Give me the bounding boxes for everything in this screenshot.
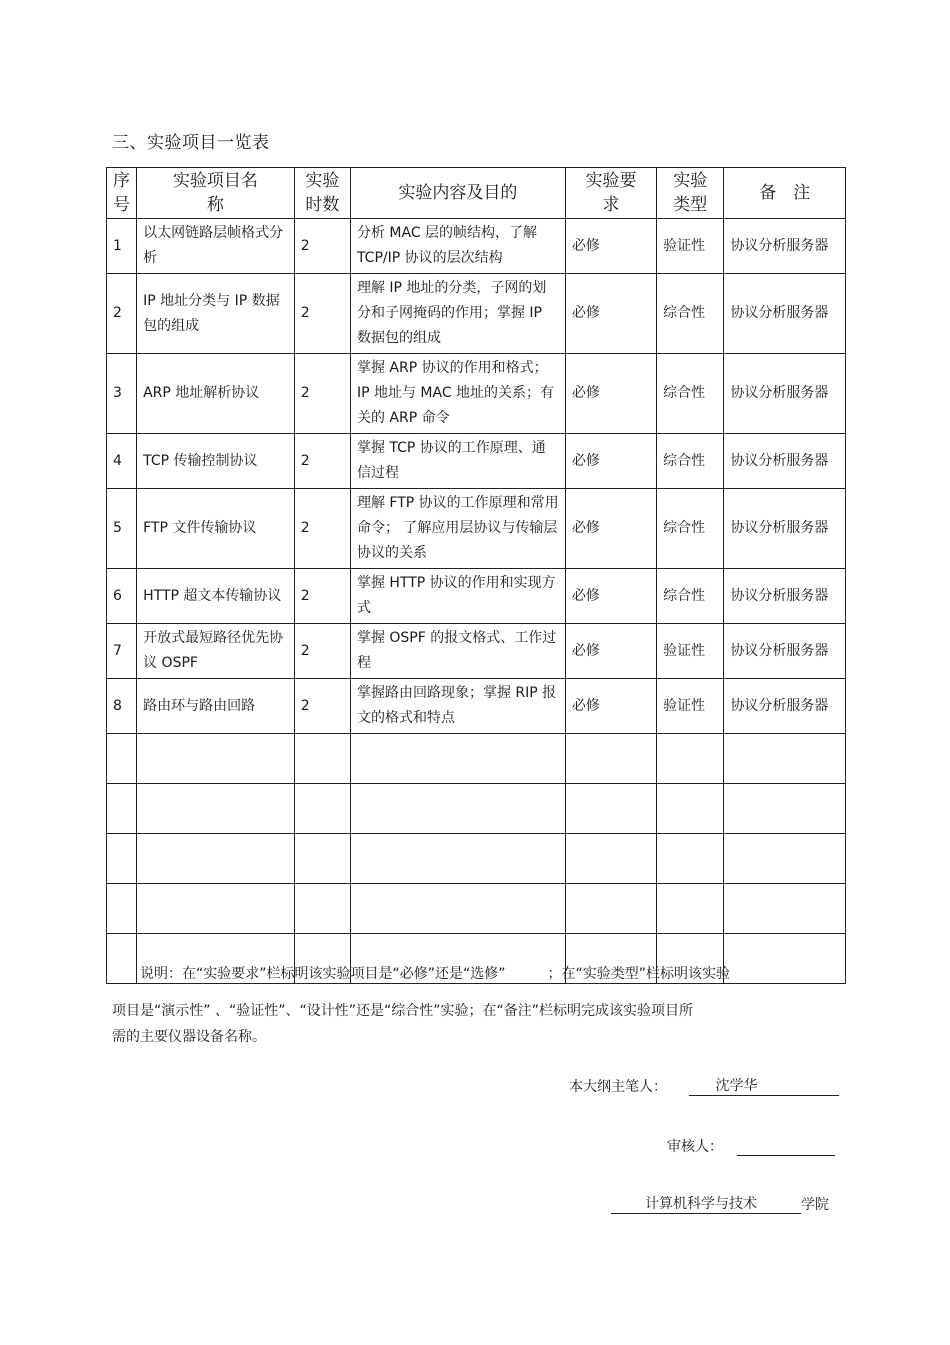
college-line — [611, 1195, 801, 1214]
cell-no: 7 — [107, 624, 137, 679]
college-suffix: 学院 — [801, 1197, 829, 1213]
cell-name: TCP 传输控制协议 — [137, 434, 295, 489]
cell-type: 综合性 — [657, 354, 724, 434]
college-name: 计算机科学与技术 — [645, 1196, 757, 1212]
header-hours: 实验时数 — [294, 168, 350, 219]
author-signature — [569, 1076, 839, 1096]
empty-cell — [565, 834, 656, 884]
author-label: 本大纲主笔人： — [569, 1079, 667, 1095]
cell-requirement: 必修 — [565, 624, 656, 679]
table-row — [107, 624, 846, 679]
empty-row — [107, 784, 846, 834]
cell-hours: 2 — [294, 354, 350, 434]
header-content: 实验内容及目的 — [350, 168, 565, 219]
table-row — [107, 434, 846, 489]
cell-content: 理解 FTP 协议的工作原理和常用命令； 了解应用层协议与传输层协议的关系 — [350, 489, 565, 569]
empty-cell — [350, 834, 565, 884]
empty-row — [107, 734, 846, 784]
header-no: 序号 — [107, 168, 137, 219]
empty-cell — [294, 734, 350, 784]
empty-cell — [294, 884, 350, 934]
reviewer-signature — [667, 1136, 835, 1156]
cell-hours: 2 — [294, 569, 350, 624]
table-row — [107, 274, 846, 354]
cell-name: HTTP 超文本传输协议 — [137, 569, 295, 624]
empty-cell — [657, 734, 724, 784]
cell-note: 协议分析服务器 — [724, 569, 846, 624]
cell-type: 综合性 — [657, 489, 724, 569]
cell-type: 验证性 — [657, 624, 724, 679]
empty-row — [107, 834, 846, 884]
table-row — [107, 569, 846, 624]
cell-content: 掌握 ARP 协议的作用和格式；IP 地址与 MAC 地址的关系；有关的 ARP 命令 — [350, 354, 565, 434]
experiment-table — [106, 167, 846, 984]
empty-cell — [137, 784, 295, 834]
empty-cell — [724, 834, 846, 884]
cell-note: 协议分析服务器 — [724, 354, 846, 434]
cell-hours: 2 — [294, 274, 350, 354]
college-signature — [611, 1194, 829, 1214]
cell-hours: 2 — [294, 219, 350, 274]
empty-cell — [657, 884, 724, 934]
cell-note: 协议分析服务器 — [724, 274, 846, 354]
empty-cell — [294, 784, 350, 834]
cell-note: 协议分析服务器 — [724, 489, 846, 569]
empty-cell — [107, 734, 137, 784]
header-type: 实验类型 — [657, 168, 724, 219]
cell-note: 协议分析服务器 — [724, 434, 846, 489]
cell-note: 协议分析服务器 — [724, 679, 846, 734]
cell-no: 3 — [107, 354, 137, 434]
cell-type: 综合性 — [657, 569, 724, 624]
table-row — [107, 354, 846, 434]
explanation-line-1: 说明：在“实验要求”栏标明该实验项目是“必修”还是“选修” ；在“实验类型”栏标明该实验 — [140, 966, 731, 982]
cell-requirement: 必修 — [565, 489, 656, 569]
cell-note: 协议分析服务器 — [724, 219, 846, 274]
section-title: 三、实验项目一览表 — [112, 133, 270, 153]
empty-cell — [350, 784, 565, 834]
cell-name: ARP 地址解析协议 — [137, 354, 295, 434]
table-header-row — [107, 168, 846, 219]
cell-requirement: 必修 — [565, 679, 656, 734]
cell-requirement: 必修 — [565, 274, 656, 354]
empty-cell — [107, 884, 137, 934]
cell-name: 路由环与路由回路 — [137, 679, 295, 734]
empty-cell — [565, 884, 656, 934]
cell-requirement: 必修 — [565, 354, 656, 434]
header-requirement: 实验要求 — [565, 168, 656, 219]
empty-row — [107, 884, 846, 934]
cell-no: 2 — [107, 274, 137, 354]
cell-content: 掌握 HTTP 协议的作用和实现方式 — [350, 569, 565, 624]
cell-content: 理解 IP 地址的分类，子网的划分和子网掩码的作用；掌握 IP 数据包的组成 — [350, 274, 565, 354]
cell-hours: 2 — [294, 624, 350, 679]
cell-hours: 2 — [294, 679, 350, 734]
empty-cell — [724, 784, 846, 834]
explanation-line-2: 项目是“演示性” 、“验证性”、“设计性”还是“综合性”实验；在“备注”栏标明完成该实验项目所 — [112, 1003, 693, 1019]
author-line — [689, 1077, 839, 1096]
cell-requirement: 必修 — [565, 219, 656, 274]
cell-name: 以太网链路层帧格式分析 — [137, 219, 295, 274]
cell-name: FTP 文件传输协议 — [137, 489, 295, 569]
empty-cell — [137, 734, 295, 784]
empty-cell — [724, 884, 846, 934]
empty-cell — [137, 884, 295, 934]
cell-content: 掌握 TCP 协议的工作原理、通信过程 — [350, 434, 565, 489]
table-row — [107, 219, 846, 274]
cell-hours: 2 — [294, 489, 350, 569]
cell-name: IP 地址分类与 IP 数据包的组成 — [137, 274, 295, 354]
explanation-line-3: 需的主要仪器设备名称。 — [112, 1029, 266, 1045]
empty-cell — [107, 934, 137, 984]
empty-cell — [724, 734, 846, 784]
cell-requirement: 必修 — [565, 434, 656, 489]
empty-cell — [350, 884, 565, 934]
header-note: 备 注 — [724, 168, 846, 219]
cell-hours: 2 — [294, 434, 350, 489]
table-row — [107, 679, 846, 734]
cell-type: 验证性 — [657, 219, 724, 274]
empty-cell — [565, 734, 656, 784]
cell-name: 开放式最短路径优先协议 OSPF — [137, 624, 295, 679]
cell-no: 6 — [107, 569, 137, 624]
cell-content: 分析 MAC 层的帧结构，了解 TCP/IP 协议的层次结构 — [350, 219, 565, 274]
empty-cell — [294, 834, 350, 884]
table-row — [107, 489, 846, 569]
reviewer-label: 审核人： — [667, 1139, 723, 1155]
cell-no: 1 — [107, 219, 137, 274]
author-name: 沈学华 — [715, 1078, 758, 1094]
cell-requirement: 必修 — [565, 569, 656, 624]
cell-no: 8 — [107, 679, 137, 734]
empty-cell — [107, 784, 137, 834]
empty-cell — [657, 834, 724, 884]
empty-cell — [565, 784, 656, 834]
cell-type: 验证性 — [657, 679, 724, 734]
cell-type: 综合性 — [657, 274, 724, 354]
cell-no: 5 — [107, 489, 137, 569]
empty-cell — [350, 734, 565, 784]
cell-note: 协议分析服务器 — [724, 624, 846, 679]
reviewer-line — [737, 1137, 835, 1156]
cell-content: 掌握 OSPF 的报文格式、工作过程 — [350, 624, 565, 679]
cell-no: 4 — [107, 434, 137, 489]
empty-cell — [137, 834, 295, 884]
cell-type: 综合性 — [657, 434, 724, 489]
empty-cell — [657, 784, 724, 834]
header-name: 实验项目名称 — [137, 168, 295, 219]
empty-cell — [107, 834, 137, 884]
cell-content: 掌握路由回路现象；掌握 RIP 报文的格式和特点 — [350, 679, 565, 734]
